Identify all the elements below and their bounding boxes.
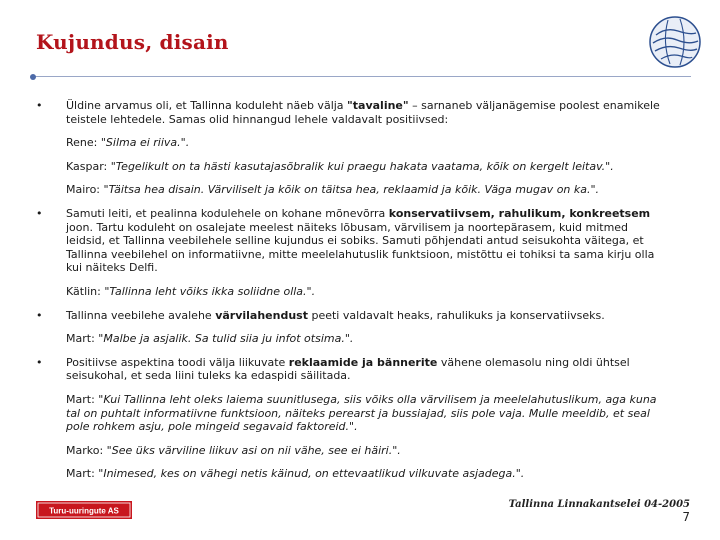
bullet-text: Tallinna veebilehe avalehe	[66, 308, 216, 322]
quote-mart-1	[36, 332, 664, 346]
quote-speaker: Mairo:	[66, 183, 104, 197]
quote-mart-3	[36, 467, 664, 481]
quote-speaker: Mart:	[66, 467, 99, 481]
bullet-item	[36, 207, 664, 275]
bullet-item	[36, 356, 664, 383]
bullet-item	[36, 309, 664, 323]
quote-mart-2	[36, 393, 664, 434]
divider-dot	[30, 74, 36, 80]
quote-speaker: Kätlin:	[66, 284, 105, 298]
bullet-text-cont: – sarnaneb väljanägemise poolest enamikele teistele lehtedele. Samas olid hinnangud lehele valdavalt positiivsed:	[66, 99, 660, 126]
slide-body	[36, 99, 664, 491]
bullet-dot-icon: •	[36, 206, 43, 220]
bullet-dot-icon: •	[36, 355, 43, 369]
quote-rene	[36, 136, 664, 150]
quote-text: "Malbe ja asjalik. Sa tulid siia ju infot otsima.".	[98, 332, 354, 346]
bullet-dot-icon: •	[36, 99, 43, 112]
bullet-text: Üldine arvamus oli, et Tallinna koduleht näeb välja	[66, 99, 348, 112]
bullet-text-cont: vähene olemasolu ning oldi ühtsel seisukohal, et seda liini tuleks ka edaspidi säilitada.	[66, 355, 630, 383]
footer-text: Tallinna Linnakantselei 04-2005	[508, 499, 690, 510]
globe-logo-icon	[648, 15, 702, 69]
quote-text: "Inimesed, kes on vähegi netis käinud, on ettevaatlikud vilkuvate asjadega.".	[98, 467, 525, 481]
quote-mairo	[36, 183, 664, 197]
turu-uuringute-logo	[36, 501, 132, 519]
bullet-text-cont: peeti valdavalt heaks, rahulikuks ja konservatiivseks.	[307, 308, 605, 322]
bullet-dot-icon: •	[36, 308, 43, 322]
quote-speaker: Mart:	[66, 392, 99, 406]
bullet-bold: konservatiivsem, rahulikum, konkreetsem	[388, 206, 651, 220]
quote-speaker: Mart:	[66, 332, 99, 346]
bullet-text: Positiivse aspektina toodi välja liikuvate	[66, 355, 289, 369]
bullet-text-cont: joon. Tartu koduleht on osalejate meelest näiteks lõbusam, värvilisem ja noortepärasem, kuid mitmed leidsid, et Tallinna veebilehele selline kujundus ei sobiks. Samuti põhjendati antud seisukohta väitega, et Tallinna veebilehel on informatiivne, mitte meelelahutuslik funktsioon, mistõttu ei tohiksi ta sama kirju olla kui näiteks Delfi.	[66, 220, 655, 275]
footer-logo-text: Turu-uuringute AS	[49, 506, 119, 516]
quote-speaker: Kaspar:	[66, 159, 111, 173]
bullet-bold: värvilahendust	[215, 308, 308, 322]
quote-text: "Täitsa hea disain. Värviliselt ja kõik on täitsa hea, reklaamid ja kõik. Väga mugav on ka.".	[103, 183, 600, 197]
quote-speaker: Marko:	[66, 443, 107, 457]
quote-marko	[36, 444, 664, 458]
quote-text: "Silma ei riiva.".	[100, 136, 190, 150]
quote-text: "Tallinna leht võiks ikka soliidne olla.".	[104, 284, 316, 298]
quote-speaker: Rene:	[66, 136, 101, 150]
bullet-item	[36, 99, 664, 126]
title-divider	[31, 76, 691, 77]
quote-text: "See üks värviline liikuv asi on nii vähe, see ei häiri.".	[106, 443, 401, 457]
quote-kaspar	[36, 160, 664, 174]
slide-title: Kujundus, disain	[36, 30, 229, 54]
quote-katlin	[36, 285, 664, 299]
bullet-bold: reklaamide ja bännerite	[288, 355, 438, 369]
quote-text: "Tegelikult on ta hästi kasutajasõbralik kui praegu hakata vaatama, kõik on kergelt leitav.".	[110, 159, 614, 173]
bullet-bold: "tavaline"	[347, 99, 409, 112]
page-number: 7	[682, 510, 690, 524]
quote-text: "Kui Tallinna leht oleks laiema suunitlusega, siis võiks olla värvilisem ja meelelahutuslikum, aga kuna tal on puhtalt informatiivne funktsioon, näiteks perearst ja bussiajad, siis pole vaja. Mulle meeldib, et seal pole rohkem asju, pole mingeid segavaid faktoreid.".	[66, 392, 657, 434]
bullet-text: Samuti leiti, et pealinna kodulehele on kohane mõnevõrra	[66, 206, 389, 220]
